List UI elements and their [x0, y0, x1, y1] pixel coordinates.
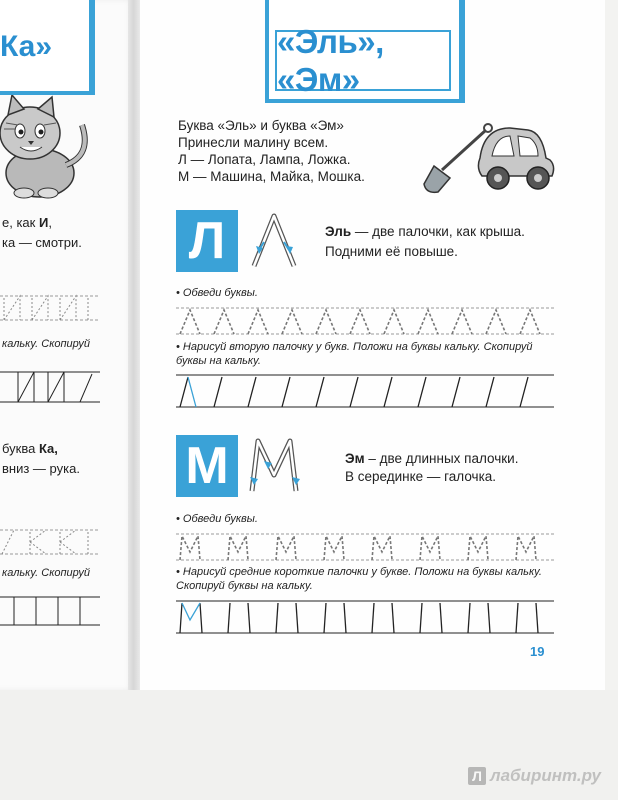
- letter-m-description-1: [345, 449, 518, 469]
- letter-m-copy-row: [176, 598, 554, 636]
- left-text-line-3: [2, 440, 58, 458]
- letter-l-copy-row: [176, 372, 554, 410]
- letter-m-description-2: В серединке — галочка.: [345, 469, 497, 484]
- letter-m-trace-row: [176, 528, 554, 564]
- left-trace-row-1: [0, 288, 100, 328]
- letter-l-desc-rest: — две палочки, как крыша.: [351, 224, 525, 239]
- left-text-line-2: ка — смотри.: [2, 235, 82, 250]
- letter-l-description-1: [325, 222, 525, 242]
- page-title: «Эль», «Эм»: [277, 22, 384, 98]
- left-trace-row-2: [0, 524, 100, 560]
- left-text-3b: Ка,: [38, 441, 58, 456]
- title-frame: [275, 22, 451, 98]
- poem-line-3: Л — Лопата, Лампа, Ложка.: [178, 152, 351, 167]
- letter-l-name: Эль: [325, 224, 352, 239]
- letter-l-trace-row: [176, 302, 554, 338]
- poem-line-1: Буква «Эль» и буква «Эм»: [178, 118, 344, 133]
- letter-m-name: Эм: [345, 451, 365, 466]
- left-text-1a: е, как: [2, 215, 39, 230]
- letter-l-copy-instruction: • Нарисуй вторую палочку у букв. Положи на буквы кальку. Скопируй буквы на кальку.: [176, 341, 533, 367]
- poem-line-4: М — Машина, Майка, Мошка.: [178, 169, 365, 184]
- letter-m-stroke-diagram: [246, 435, 306, 497]
- letter-m-copy-instruction: • Нарисуй средние короткие палочки у букве. Положи на буквы кальку. Скопируй буквы на кальку.: [176, 566, 542, 592]
- title-box: [265, 0, 465, 103]
- left-text-line-1: [2, 214, 52, 232]
- left-text-3a: буква: [2, 441, 39, 456]
- left-text-1b: И: [38, 215, 49, 230]
- letter-l-description-2: Подними её повыше.: [325, 244, 458, 259]
- letter-l-stroke-diagram: [246, 210, 306, 272]
- left-text-line-4: вниз — рука.: [2, 461, 80, 476]
- left-instruction-2: кальку. Скопируй: [2, 567, 91, 579]
- letter-m-desc-rest: – две длинных палочки.: [364, 451, 519, 466]
- letter-l-block: Л: [176, 210, 238, 272]
- car-shovel-illustration: [410, 118, 560, 200]
- left-copy-row-1: [0, 368, 100, 406]
- poem-line-2: Принесли малину всем.: [178, 135, 329, 150]
- watermark-logo-icon: Л: [468, 767, 486, 785]
- letter-m-trace-instruction: • Обведи буквы.: [176, 513, 258, 525]
- letter-l-trace-instruction: • Обведи буквы.: [176, 287, 258, 299]
- cat-illustration: [0, 95, 95, 200]
- watermark: [468, 766, 601, 786]
- left-text-1-end: ,: [48, 215, 52, 230]
- watermark-text: лабиринт.ру: [490, 766, 601, 785]
- page-number: 19: [530, 644, 545, 659]
- left-instruction-1: кальку. Скопируй: [2, 338, 91, 350]
- left-page-title: Ка»: [0, 30, 53, 63]
- letter-m-block: М: [176, 435, 238, 497]
- left-copy-row-2: [0, 594, 100, 628]
